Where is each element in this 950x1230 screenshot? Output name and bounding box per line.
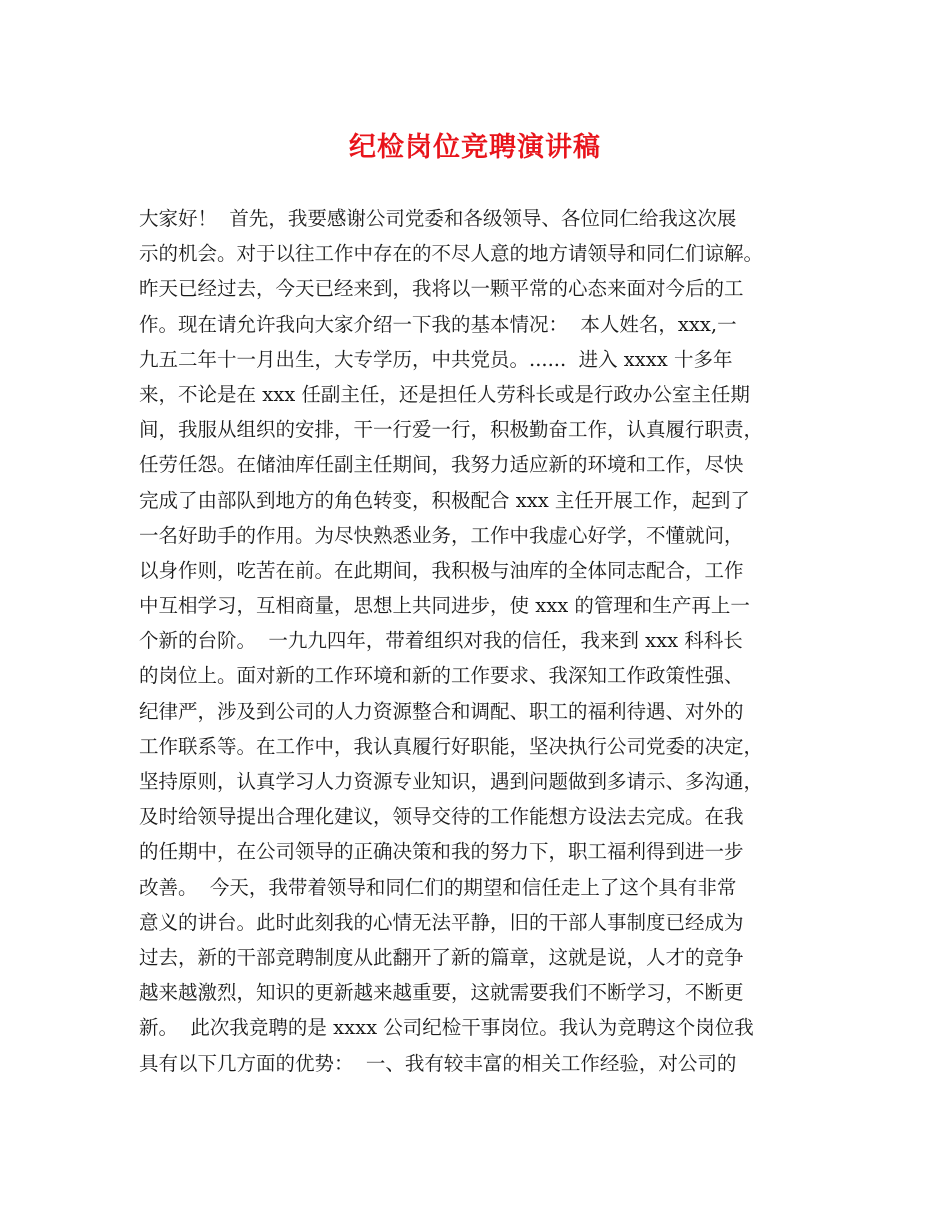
body-line: 及时给领导提出合理化建议，领导交待的工作能想方设法去完成。在我 — [139, 805, 744, 829]
body-line: 工作联系等。在工作中，我认真履行好职能，坚决执行公司党委的决定， — [139, 734, 764, 758]
body-line: 间，我服从组织的安排，干一行爱一行，积极勤奋工作，认真履行职责， — [139, 418, 764, 442]
body-line: 作。现在请允许我向大家介绍一下我的基本情况： 本人姓名，xxx,一 — [139, 312, 737, 336]
body-line: 坚持原则，认真学习人力资源专业知识，遇到问题做到多请示、多沟通， — [139, 770, 764, 793]
body-line: 越来越激烈，知识的更新越来越重要，这就需要我们不断学习，不断更 — [139, 981, 744, 1005]
body-line: 一名好助手的作用。为尽快熟悉业务，工作中我虚心好学，不懂就问， — [139, 523, 744, 547]
body-line: 新。 此次我竞聘的是 xxxx 公司纪检干事岗位。我认为竞聘这个岗位我 — [139, 1016, 754, 1040]
body-line: 意义的讲台。此时此刻我的心情无法平静，旧的干部人事制度已经成为 — [139, 910, 744, 934]
body-line: 中互相学习，互相商量，思想上共同进步，使 xxx 的管理和生产再上一 — [139, 594, 750, 618]
document-body — [139, 201, 839, 1081]
document-title: 纪检岗位竞聘演讲稿 — [349, 132, 601, 163]
body-line: 来，不论是在 xxx 任副主任，还是担任人劳科长或是行政办公室主任期 — [139, 382, 750, 406]
body-line: 以身作则，吃苦在前。在此期间，我积极与油库的全体同志配合，工作 — [139, 558, 744, 582]
body-line: 改善。 今天，我带着领导和同仁们的期望和信任走上了这个具有非常 — [139, 875, 737, 899]
body-line: 的任期中，在公司领导的正确决策和我的努力下，职工福利得到进一步 — [139, 840, 744, 864]
body-line: 个新的台阶。 一九九四年，带着组织对我的信任，我来到 xxx 科科长 — [139, 629, 743, 653]
body-line: 大家好！ 首先，我要感谢公司党委和各级领导、各位同仁给我这次展 — [139, 207, 737, 230]
body-line: 的岗位上。面对新的工作环境和新的工作要求、我深知工作政策性强、 — [139, 664, 744, 688]
body-line: 九五二年十一月出生，大专学历，中共党员。...... 进入 xxxx 十多年 — [139, 347, 733, 371]
body-line: 过去，新的干部竞聘制度从此翻开了新的篇章，这就是说，人才的竞争 — [139, 945, 744, 969]
body-line: 完成了由部队到地方的角色转变，积极配合 xxx 主任开展工作，起到了 — [139, 488, 750, 512]
body-line: 任劳任怨。在储油库任副主任期间，我努力适应新的环境和工作，尽快 — [139, 453, 744, 477]
body-line: 昨天已经过去，今天已经来到，我将以一颗平常的心态来面对今后的工 — [139, 277, 744, 301]
body-line: 示的机会。对于以往工作中存在的不尽人意的地方请领导和同仁们谅解。 — [139, 242, 764, 266]
body-line: 具有以下几方面的优势： 一、我有较丰富的相关工作经验，对公司的 — [139, 1051, 737, 1075]
body-line: 纪律严，涉及到公司的人力资源整合和调配、职工的福利待遇、对外的 — [139, 699, 744, 723]
